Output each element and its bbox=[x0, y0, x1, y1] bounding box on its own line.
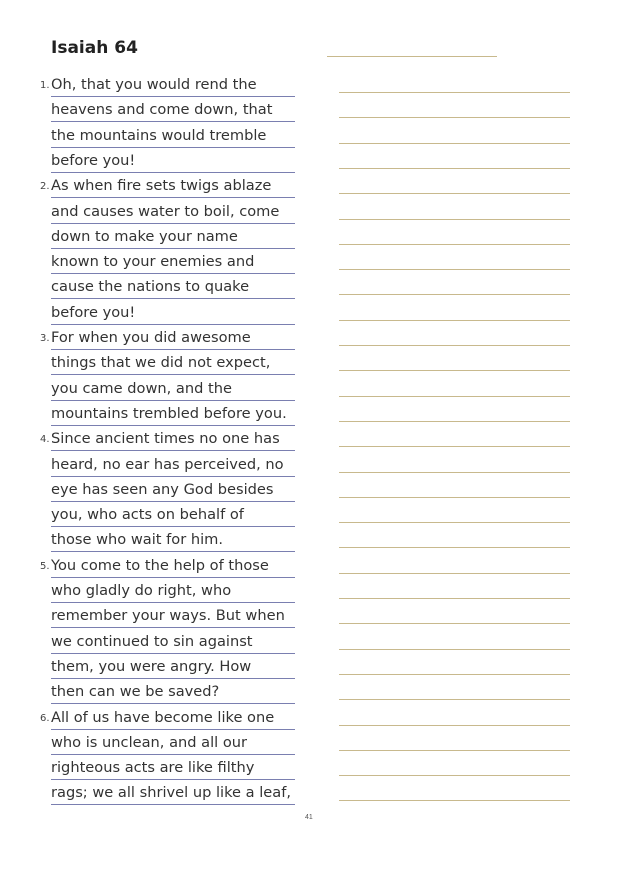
writing-line bbox=[339, 320, 570, 321]
writing-line bbox=[339, 244, 570, 245]
verse-line: then can we be saved? bbox=[51, 681, 295, 704]
writing-line bbox=[339, 92, 570, 93]
writing-line bbox=[339, 168, 570, 169]
verse-line: cause the nations to quake bbox=[51, 276, 295, 299]
verse-line: mountains trembled before you. bbox=[51, 403, 295, 426]
writing-line bbox=[339, 117, 570, 118]
page-title: Isaiah 64 bbox=[51, 38, 138, 58]
writing-line bbox=[339, 547, 570, 548]
writing-line bbox=[339, 193, 570, 194]
writing-line bbox=[339, 573, 570, 574]
verse-line: heard, no ear has perceived, no bbox=[51, 454, 295, 477]
verse-line: before you! bbox=[51, 150, 295, 173]
verse-line: Since ancient times no one has bbox=[51, 428, 295, 451]
verse-line: who is unclean, and all our bbox=[51, 732, 295, 755]
writing-line bbox=[339, 370, 570, 371]
verse-line: eye has seen any God besides bbox=[51, 479, 295, 502]
verse-line: before you! bbox=[51, 302, 295, 325]
title-writing-line bbox=[327, 56, 497, 57]
verse-line: you came down, and the bbox=[51, 378, 295, 401]
verse-number: 3. bbox=[40, 333, 50, 344]
verse-number: 5. bbox=[40, 560, 50, 572]
writing-line bbox=[339, 775, 570, 776]
verse-line: those who wait for him. bbox=[51, 529, 295, 552]
writing-line bbox=[339, 699, 570, 700]
verse-line: and causes water to boil, come bbox=[51, 201, 295, 224]
verse-line: rags; we all shrivel up like a leaf, bbox=[51, 782, 295, 805]
page-number: 41 bbox=[305, 814, 313, 821]
writing-line bbox=[339, 472, 570, 473]
verse-line: You come to the help of those bbox=[51, 555, 295, 578]
writing-line bbox=[339, 725, 570, 726]
verse-line: As when fire sets twigs ablaze bbox=[51, 175, 295, 198]
verse-line: For when you did awesome bbox=[51, 327, 295, 350]
writing-line bbox=[339, 421, 570, 422]
writing-line bbox=[339, 497, 570, 498]
verse-number: 6. bbox=[40, 712, 50, 724]
verse-line: things that we did not expect, bbox=[51, 352, 295, 375]
verse-line: All of us have become like one bbox=[51, 707, 295, 730]
verse-line: remember your ways. But when bbox=[51, 605, 295, 628]
verse-number: 2. bbox=[40, 181, 50, 193]
writing-line bbox=[339, 623, 570, 624]
writing-line bbox=[339, 800, 570, 801]
verse-line: we continued to sin against bbox=[51, 631, 295, 654]
verse-line: known to your enemies and bbox=[51, 251, 295, 274]
writing-line bbox=[339, 598, 570, 599]
writing-line bbox=[339, 269, 570, 270]
writing-line bbox=[339, 294, 570, 295]
verse-number: 1. bbox=[40, 80, 50, 91]
verse-line: the mountains would tremble bbox=[51, 125, 295, 148]
verse-line: them, you were angry. How bbox=[51, 656, 295, 679]
writing-line bbox=[339, 446, 570, 447]
writing-line bbox=[339, 649, 570, 650]
verse-line: who gladly do right, who bbox=[51, 580, 295, 603]
writing-line bbox=[339, 345, 570, 346]
writing-line bbox=[339, 396, 570, 397]
verse-line: righteous acts are like filthy bbox=[51, 757, 295, 780]
writing-line bbox=[339, 219, 570, 220]
verse-line: down to make your name bbox=[51, 226, 295, 249]
verse-number: 4. bbox=[40, 434, 50, 446]
verse-line: Oh, that you would rend the bbox=[51, 74, 295, 97]
writing-line bbox=[339, 143, 570, 144]
writing-line bbox=[339, 674, 570, 675]
writing-line bbox=[339, 750, 570, 751]
writing-line bbox=[339, 522, 570, 523]
verse-line: heavens and come down, that bbox=[51, 99, 295, 122]
verse-line: you, who acts on behalf of bbox=[51, 504, 295, 527]
